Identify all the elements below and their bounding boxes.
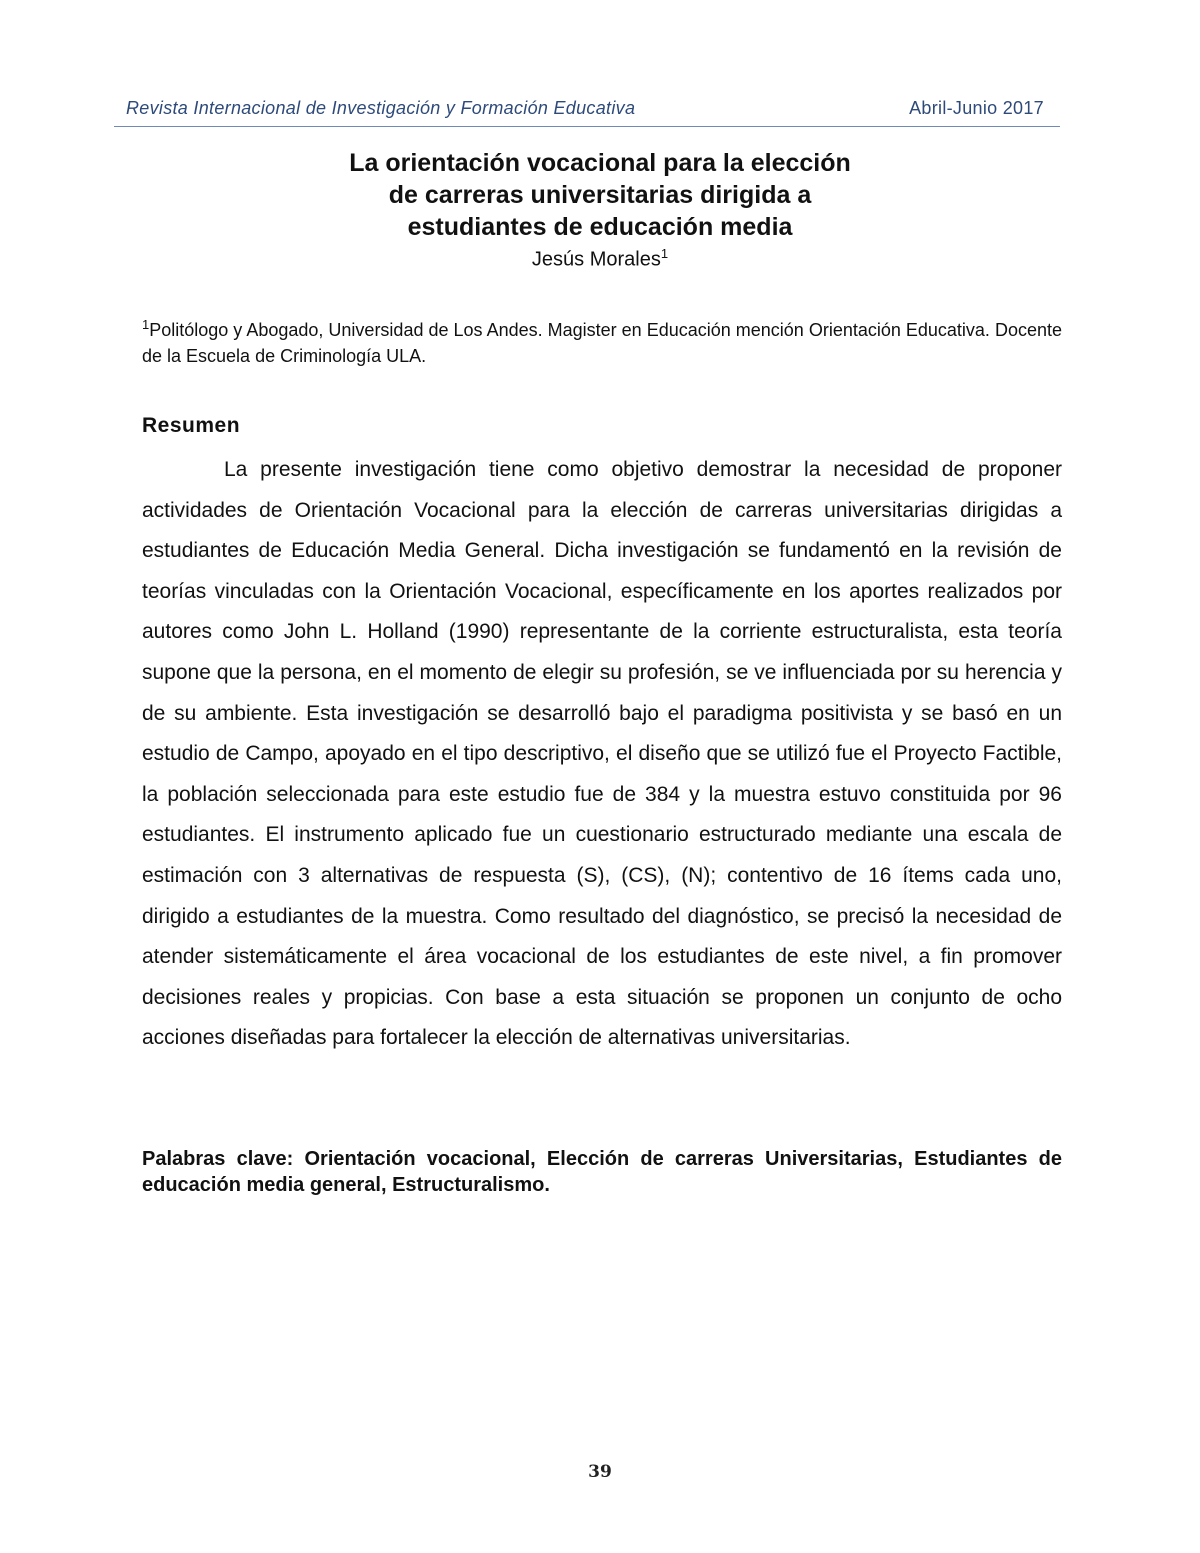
title-line: estudiantes de educación media	[407, 213, 793, 241]
author-footnote-marker: 1	[660, 246, 669, 261]
keywords: Palabras clave: Orientación vocacional, Elección de carreras Universitarias, Estudiantes de educación media general, Estructuralismo.	[142, 1148, 1062, 1196]
running-header	[126, 98, 1044, 124]
page-number: 39	[588, 1462, 612, 1482]
affiliation-footnote-marker: 1	[142, 317, 150, 332]
issue-date: Abril-Junio 2017	[909, 98, 1044, 118]
title-line: La orientación vocacional para la elección	[349, 149, 851, 177]
author-name: Jesús Morales	[531, 248, 661, 271]
affiliation-text: Politólogo y Abogado, Universidad de Los Andes. Magister en Educación mención Orientación Educativa. Docente de la Escuela de Criminología ULA.	[142, 320, 1062, 366]
header-divider	[114, 126, 1060, 127]
abstract-heading: Resumen	[142, 414, 241, 437]
journal-name: Revista Internacional de Investigación y Formación Educativa	[126, 98, 636, 118]
article-title	[200, 147, 1000, 243]
title-line: de carreras universitarias dirigida a	[388, 181, 812, 209]
author-line	[200, 241, 1000, 273]
author-affiliation	[142, 312, 1062, 369]
abstract-body: La presente investigación tiene como objetivo demostrar la necesidad de proponer actividades de Orientación Vocacional para la elección de carreras universitarias dirigidas a estudiantes de Educación Media General. Dicha investigación se fundamentó en la revisión de teorías vinculadas con la Orientación Vocacional, específicamente en los aportes realizados por autores como John L. Holland (1990) representante de la corriente estructuralista, esta teoría supone que la persona, en el momento de elegir su profesión, se ve influenciada por su herencia y de su ambiente. Esta investigación se desarrolló bajo el paradigma positivista y se basó en un estudio de Campo, apoyado en el tipo descriptivo, el diseño que se utilizó fue el Proyecto Factible, la población seleccionada para este estudio fue de 384 y la muestra estuvo constituida por 96 estudiantes. El instrumento aplicado fue un cuestionario estructurado mediante una escala de estimación con 3 alternativas de respuesta (S), (CS), (N); contentivo de 16 ítems cada uno, dirigido a estudiantes de la muestra. Como resultado del diagnóstico, se precisó la necesidad de atender sistemáticamente el área vocacional de los estudiantes de este nivel, a fin promover decisiones reales y propicias. Con base a esta situación se proponen un conjunto de ocho acciones diseñadas para fortalecer la elección de alternativas universitarias.	[142, 458, 1062, 1050]
